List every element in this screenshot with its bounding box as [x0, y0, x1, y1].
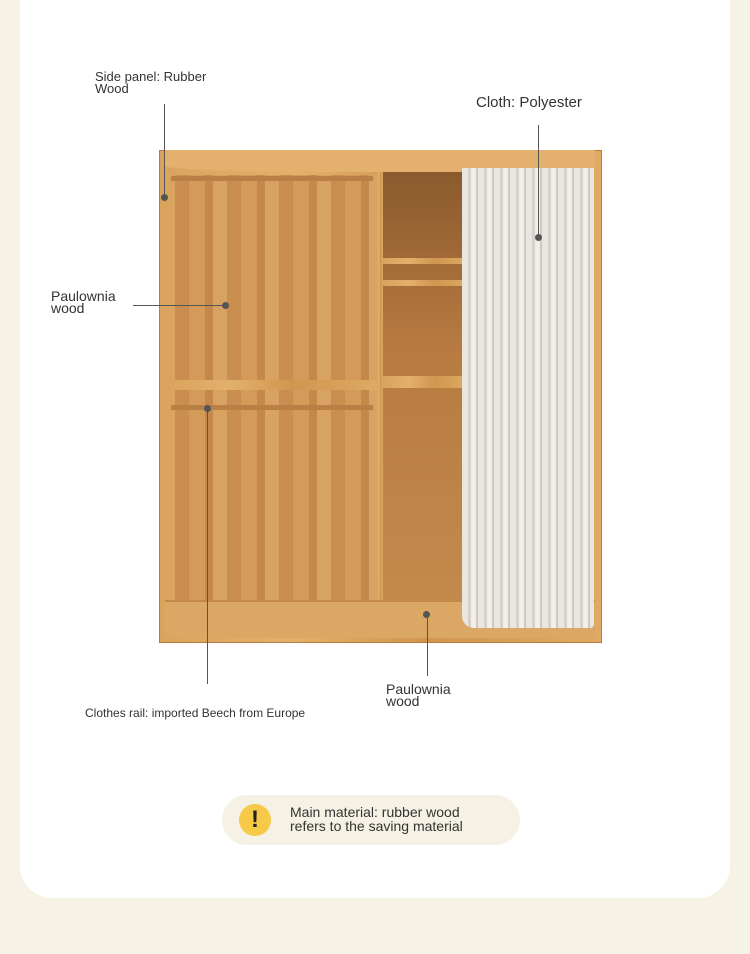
clothes-rail-label: Clothes rail: imported Beech from Europe [85, 706, 306, 720]
notice-line: Main material: rubber wood [290, 804, 460, 820]
exclamation-icon: ! [239, 804, 271, 836]
label-line: wood [386, 693, 420, 709]
paulownia-left-label [51, 290, 116, 314]
cloth-label: Cloth: Polyester [476, 94, 582, 111]
paulownia-bottom-label [386, 683, 451, 707]
marker-dot [161, 194, 168, 201]
label-line: Paulownia [51, 288, 116, 304]
side-panel-label [95, 71, 206, 95]
material-notice [222, 795, 520, 845]
label-line: Side panel: Rubber [95, 69, 207, 84]
label-line: Wood [95, 81, 129, 96]
marker-dot [535, 234, 542, 241]
curtain [462, 168, 594, 628]
label-line: Paulownia [386, 681, 451, 697]
wardrobe-image [159, 150, 602, 643]
notice-line: refers to the saving material [290, 818, 463, 834]
label-line: wood [51, 300, 85, 316]
marker-dot [222, 302, 229, 309]
